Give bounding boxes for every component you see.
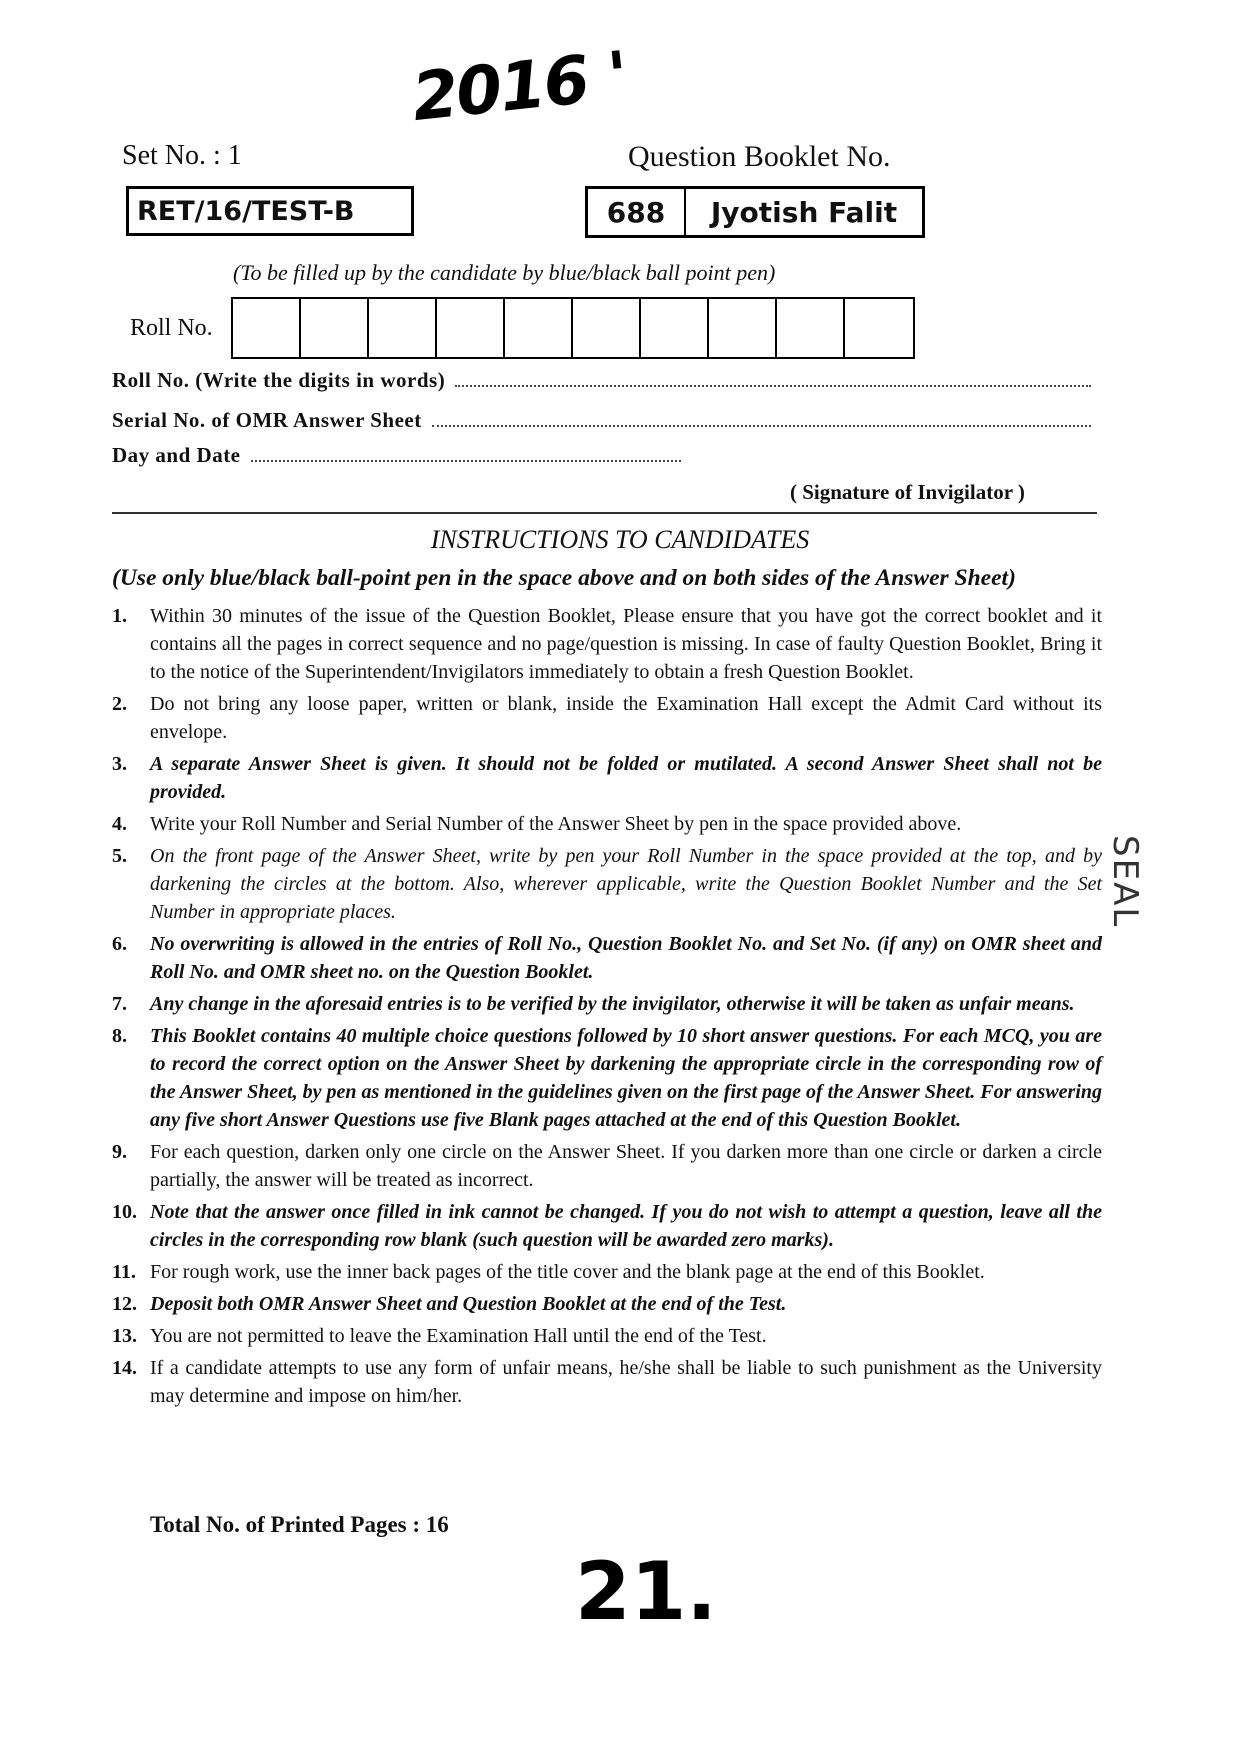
roll-digit-box[interactable] [641,299,709,357]
handwritten-number: 21. [575,1545,717,1638]
item-text: Note that the answer once filled in ink cannot be changed. If you do not wish to attempt a question, leave all the circles in the corresponding row blank (such question will be awarded zero marks). [150,1201,1102,1251]
instruction-item [112,1258,1102,1286]
total-printed-pages: Total No. of Printed Pages : 16 [150,1512,449,1537]
invigilator-signature: ( Signature of Invigilator ) [790,480,1025,504]
instruction-item [112,810,1102,838]
instruction-item [112,1322,1102,1350]
roll-digit-box[interactable] [437,299,505,357]
instruction-item [112,1290,1102,1318]
item-text: If a candidate attempts to use any form of unfair means, he/she shall be liable to such punishment as the University may determine and impose on him/her. [150,1357,1102,1407]
instruction-item [112,602,1102,686]
roll-digit-box[interactable] [709,299,777,357]
item-number: 9. [112,1141,127,1163]
question-booklet-label: Question Booklet No. [628,140,891,173]
roll-digit-box[interactable] [505,299,573,357]
set-number: Set No. : 1 [122,140,242,171]
item-number: 3. [112,753,127,775]
item-number: 2. [112,693,127,715]
omr-serial-field[interactable] [112,408,1097,433]
instruction-item [112,842,1102,926]
day-date-field[interactable] [112,443,687,468]
booklet-number-box [585,186,925,238]
item-text: Write your Roll Number and Serial Number of the Answer Sheet by pen in the space provided above. [150,813,962,835]
item-text: You are not permitted to leave the Examination Hall until the end of the Test. [150,1325,767,1347]
roll-number-grid[interactable] [231,297,915,359]
item-number: 11. [112,1261,136,1283]
roll-digit-box[interactable] [573,299,641,357]
item-number: 8. [112,1025,127,1047]
item-number: 12. [112,1293,137,1315]
item-text: For rough work, use the inner back pages of the title cover and the blank page at the end of this Booklet. [150,1261,985,1283]
booklet-number: 688 [588,189,686,235]
item-text: Within 30 minutes of the issue of the Question Booklet, Please ensure that you have got the correct booklet and it contains all the pages in correct sequence and no page/question is missing. In case of faulty Question Booklet, Bring it to the notice of the Superintendent/Invigilators immediately to obtain a fresh Question Booklet. [150,605,1102,683]
item-text: Deposit both OMR Answer Sheet and Question Booklet at the end of the Test. [150,1293,787,1315]
fill-note: (To be filled up by the candidate by blue/black ball point pen) [233,260,776,285]
dotted-line[interactable] [251,443,681,462]
item-text: On the front page of the Answer Sheet, write by pen your Roll Number in the space provided at the top, and by darkening the circles at the bottom. Also, wherever applicable, write the Question Booklet Number and the Set Number in appropriate places. [150,845,1102,923]
item-number: 4. [112,813,127,835]
roll-digit-box[interactable] [777,299,845,357]
roll-digit-box[interactable] [301,299,369,357]
item-number: 7. [112,993,127,1015]
item-number: 5. [112,845,127,867]
item-number: 13. [112,1325,137,1347]
omr-serial-label: Serial No. of OMR Answer Sheet [112,408,422,432]
roll-digit-box[interactable] [233,299,301,357]
item-text: For each question, darken only one circle on the Answer Sheet. If you darken more than one circle or darken a circle partially, the answer will be treated as incorrect. [150,1141,1102,1191]
instruction-item [112,750,1102,806]
item-text: A separate Answer Sheet is given. It should not be folded or mutilated. A second Answer Sheet shall not be provided. [150,753,1102,803]
item-text: No overwriting is allowed in the entries of Roll No., Question Booklet No. and Set No. (if any) on OMR sheet and Roll No. and OMR sheet no. on the Question Booklet. [150,933,1102,983]
instruction-item [112,690,1102,746]
instruction-item [112,1138,1102,1194]
test-code: RET/16/TEST-B [137,196,355,227]
instructions-subtitle: (Use only blue/black ball-point pen in the space above and on both sides of the Answer Sheet) [112,565,1016,591]
instructions-title: INSTRUCTIONS TO CANDIDATES [430,525,810,554]
item-number: 14. [112,1357,137,1379]
day-date-label: Day and Date [112,443,241,467]
instruction-item [112,1198,1102,1254]
item-text: This Booklet contains 40 multiple choice questions followed by 10 short answer questions. For each MCQ, you are to record the correct option on the Answer Sheet by darkening the appropriate circle in the corresponding row of the Answer Sheet, by pen as mentioned in the guidelines given on the first page of the Answer Sheet. For answering any five short Answer Questions use five Blank pages attached at the end of this Question Booklet. [150,1025,1102,1131]
item-text: Do not bring any loose paper, written or blank, inside the Examination Hall except the Admit Card without its envelope. [150,693,1102,743]
roll-digit-box[interactable] [369,299,437,357]
handwritten-year: 2016 ' [408,36,631,137]
test-code-box [126,186,414,236]
instructions-list [112,602,1102,1414]
dotted-line[interactable] [455,368,1091,387]
item-text: Any change in the aforesaid entries is to be verified by the invigilator, otherwise it will be taken as unfair means. [150,993,1075,1015]
instruction-item [112,1022,1102,1134]
roll-digit-box[interactable] [845,299,913,357]
instruction-item [112,1354,1102,1410]
roll-in-words-label: Roll No. (Write the digits in words) [112,368,446,392]
roll-number-label: Roll No. [130,315,213,341]
item-number: 10. [112,1201,137,1223]
item-number: 6. [112,933,127,955]
instruction-item [112,930,1102,986]
instruction-item [112,990,1102,1018]
item-number: 1. [112,605,127,627]
roll-in-words-field[interactable] [112,368,1097,393]
subject-name: Jyotish Falit [710,196,898,229]
seal-stamp: SEAL [1105,835,1145,929]
divider [112,512,1097,514]
dotted-line[interactable] [432,408,1091,427]
